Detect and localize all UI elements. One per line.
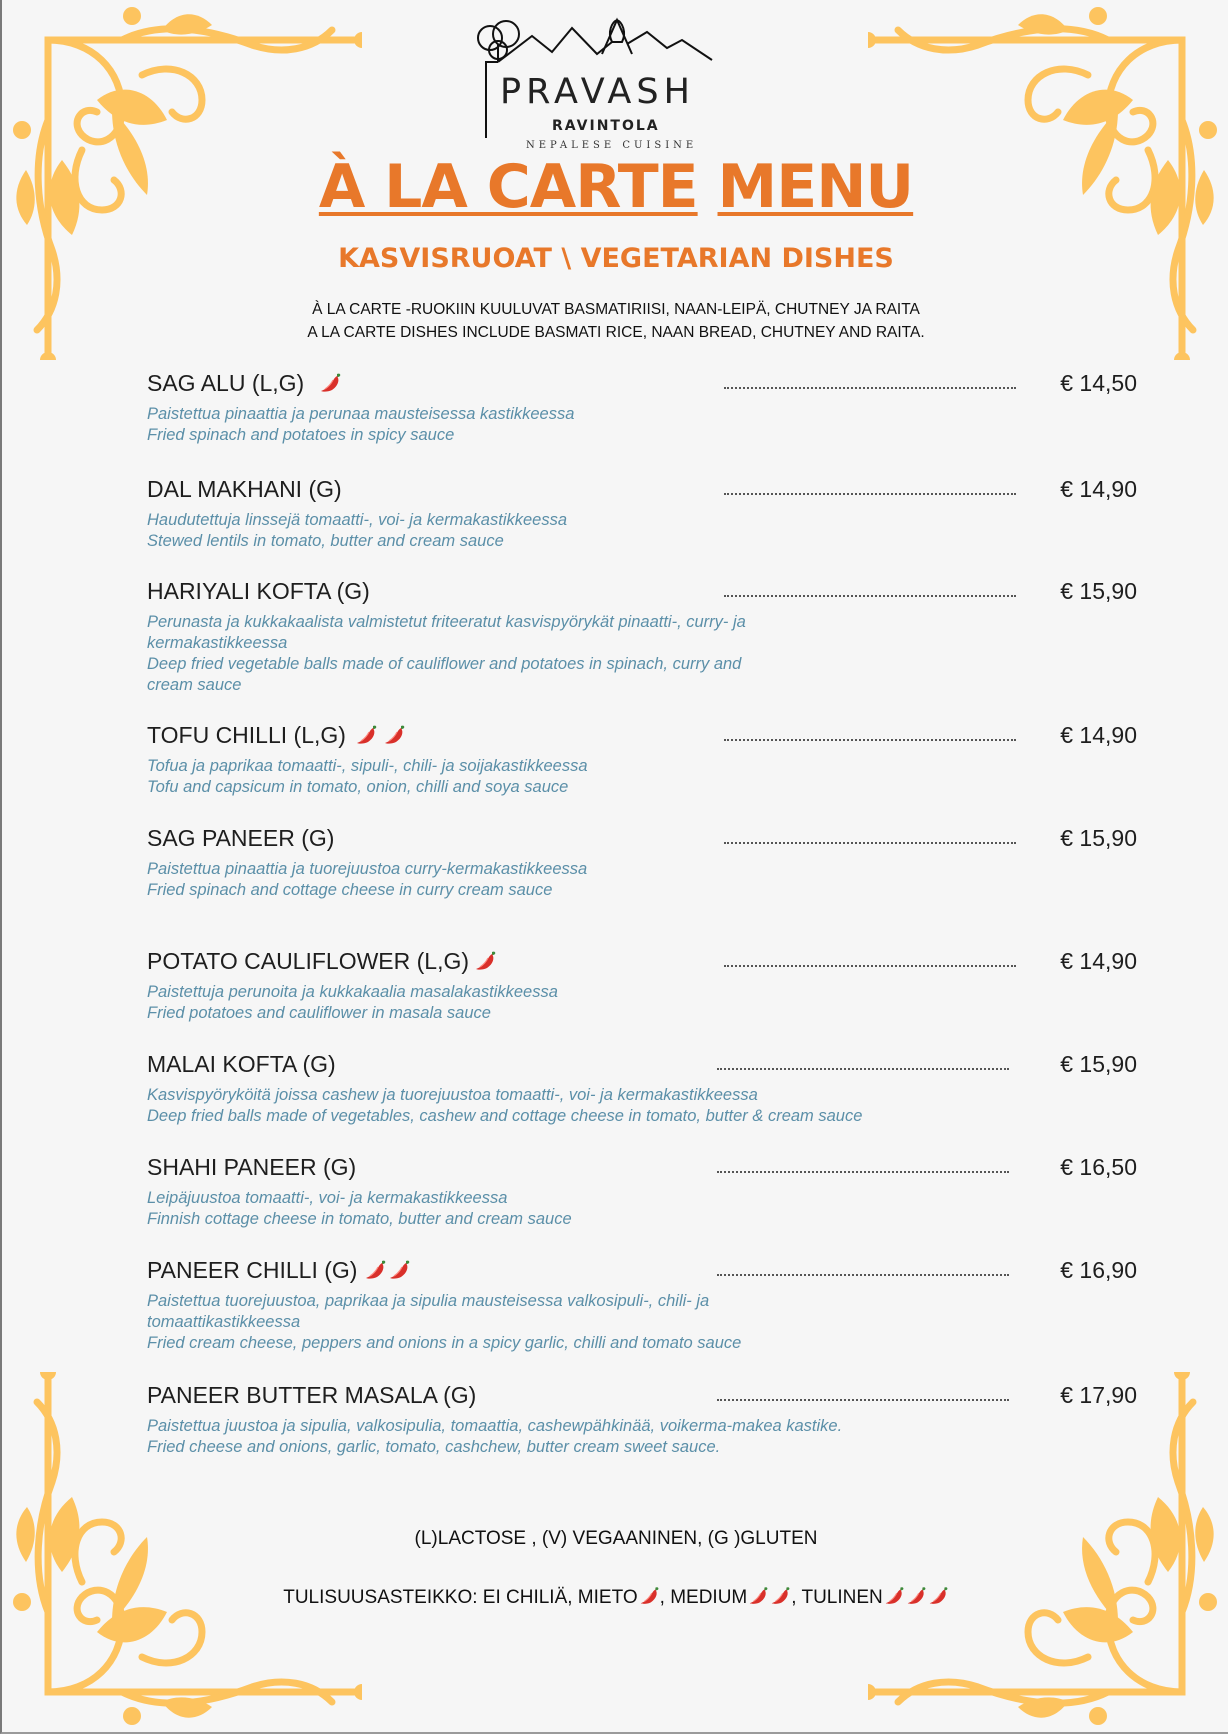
item-desc-en: Fried potatoes and cauliflower in masala sauce: [147, 1004, 491, 1022]
dotted-leader: [717, 1171, 1009, 1173]
intro-fi: À LA CARTE -RUOKIIN KUULUVAT BASMATIRIISI, NAAN-LEIPÄ, CHUTNEY JA RAITA: [312, 301, 920, 318]
brand-name: PRAVASH: [500, 72, 695, 112]
item-desc-en: Fried spinach and cottage cheese in curry cream sauce: [147, 881, 553, 899]
item-desc-en: Fried cream cheese, peppers and onions in a spicy garlic, chilli and tomato sauce: [147, 1334, 742, 1352]
item-name: PANEER BUTTER MASALA (G): [147, 1382, 477, 1408]
item-name: SAG PANEER (G): [147, 825, 335, 851]
item-desc-fi: Paistettua juustoa ja sipulia, valkosipulia, tomaattia, cashewpähkinää, voikerma-makea kastike.: [147, 1417, 843, 1435]
item-desc-fi: Tofua ja paprikaa tomaatti-, sipuli-, chili- ja soijakastikkeessa: [147, 757, 588, 775]
item-price: € 16,50: [1060, 1154, 1137, 1180]
item-name: SHAHI PANEER (G): [147, 1154, 357, 1180]
menu-title: [2, 152, 1228, 222]
item-desc-fi: Paistettua pinaattia ja tuorejuustoa curry-kermakastikkeessa: [147, 860, 588, 878]
item-desc-fi: Paistettua tuorejuustoa, paprikaa ja sipulia mausteisessa valkosipuli-, chili- ja tomaattikastikkeessa: [147, 1292, 710, 1331]
menu-item: [147, 1154, 1137, 1230]
item-name: PANEER CHILLI (G): [147, 1257, 358, 1283]
chili-icon: [354, 722, 378, 746]
dotted-leader: [724, 595, 1016, 597]
menu-item: [147, 825, 1137, 901]
item-desc-en: Deep fried vegetable balls made of cauliflower and potatoes in spinach, curry and cream sauce: [147, 655, 742, 694]
menu-item: [147, 476, 1137, 552]
chili-icon: [638, 1584, 660, 1606]
item-price: € 14,90: [1060, 722, 1137, 748]
menu-item: [147, 1257, 1137, 1354]
item-name: MALAI KOFTA (G): [147, 1051, 336, 1077]
item-desc-en: Fried cheese and onions, garlic, tomato, cashchew, butter cream sweet sauce.: [147, 1438, 721, 1456]
menu-item: [147, 722, 1137, 798]
chili-icon: [318, 370, 342, 394]
item-price: € 15,90: [1060, 578, 1137, 604]
menu-subtitle: KASVISRUOAT \ VEGETARIAN DISHES: [338, 243, 894, 274]
chili-icon: [747, 1584, 769, 1606]
dotted-leader: [724, 842, 1016, 844]
item-name: POTATO CAULIFLOWER (L,G): [147, 948, 470, 974]
item-desc-en: Finnish cottage cheese in tomato, butter and cream sauce: [147, 1210, 572, 1228]
menu-item: [147, 370, 1137, 446]
chili-icon: [905, 1584, 927, 1606]
item-desc-fi: Leipäjuustoa tomaatti-, voi- ja kermakastikkeessa: [147, 1189, 508, 1207]
item-name: TOFU CHILLI (L,G): [147, 722, 346, 748]
menu-title-part2: MENU: [717, 152, 914, 222]
item-desc-en: Tofu and capsicum in tomato, onion, chilli and soya sauce: [147, 778, 569, 796]
item-price: € 14,50: [1060, 370, 1137, 396]
brand-tagline: NEPALESE CUISINE: [526, 140, 698, 151]
item-price: € 15,90: [1060, 1051, 1137, 1077]
item-price: € 17,90: [1060, 1382, 1137, 1408]
item-name-wrap: [147, 370, 342, 397]
chili-icon: [363, 1257, 387, 1281]
chili-icon: [883, 1584, 905, 1606]
dotted-leader: [724, 387, 1016, 389]
chili-icon: [387, 1257, 411, 1281]
menu-item: [147, 578, 1137, 696]
dotted-leader: [724, 493, 1016, 495]
item-price: € 14,90: [1060, 476, 1137, 502]
menu-intro: [2, 298, 1228, 344]
item-price: € 16,90: [1060, 1257, 1137, 1283]
item-name: SAG ALU (L,G): [147, 370, 305, 396]
item-desc-fi: Kasvispyöryköitä joissa cashew ja tuorejuustoa tomaatti-, voi- ja kermakastikkeessa: [147, 1086, 758, 1104]
chili-icon: [769, 1584, 791, 1606]
item-name: HARIYALI KOFTA (G): [147, 578, 370, 604]
menu-item: [147, 1051, 1137, 1127]
intro-en: A LA CARTE DISHES INCLUDE BASMATI RICE, NAAN BREAD, CHUTNEY AND RAITA.: [307, 324, 925, 341]
item-desc-fi: Haudutettuja linssejä tomaatti-, voi- ja kermakastikkeessa: [147, 511, 568, 529]
dotted-leader: [717, 1068, 1009, 1070]
item-desc-en: Stewed lentils in tomato, butter and cream sauce: [147, 532, 504, 550]
menu-title-part1: À LA CARTE: [318, 152, 698, 222]
dotted-leader: [717, 1274, 1009, 1276]
spice-scale-medium: , MEDIUM: [659, 1587, 748, 1608]
menu-item: [147, 1382, 1137, 1458]
item-desc-fi: Paistettuja perunoita ja kukkakaalia masalakastikkeessa: [147, 983, 558, 1001]
allergen-legend: (L)LACTOSE , (V) VEGAANINEN, (G )GLUTEN: [414, 1528, 818, 1549]
item-desc-fi: Perunasta ja kukkakaalista valmistetut friteeratut kasvispyörykät pinaatti-, curry- ja kermakastikkeessa: [147, 613, 746, 652]
dotted-leader: [717, 1399, 1009, 1401]
dotted-leader: [724, 739, 1016, 741]
item-desc-fi: Paistettua pinaattia ja perunaa mausteisessa kastikkeessa: [147, 405, 575, 423]
item-desc-en: Fried spinach and potatoes in spicy sauce: [147, 426, 455, 444]
item-desc-en: Deep fried balls made of vegetables, cashew and cottage cheese in tomato, butter & cream sauce: [147, 1107, 863, 1125]
item-name-wrap: [147, 1257, 411, 1284]
menu-item: [147, 948, 1137, 1024]
dotted-leader: [724, 965, 1016, 967]
chili-icon: [473, 948, 497, 972]
item-name: DAL MAKHANI (G): [147, 476, 342, 502]
item-name-wrap: [147, 948, 497, 975]
restaurant-logo: [472, 14, 717, 151]
item-name-wrap: [147, 722, 406, 749]
item-price: € 15,90: [1060, 825, 1137, 851]
item-price: € 14,90: [1060, 948, 1137, 974]
spice-scale-label: TULISUUSASTEIKKO: EI CHILIÄ, MIETO: [283, 1587, 638, 1608]
brand-sub: RAVINTOLA: [552, 118, 660, 134]
spice-scale-hot: , TULINEN: [791, 1587, 883, 1608]
spice-scale: [2, 1584, 1228, 1609]
chili-icon: [382, 722, 406, 746]
chili-icon: [927, 1584, 949, 1606]
